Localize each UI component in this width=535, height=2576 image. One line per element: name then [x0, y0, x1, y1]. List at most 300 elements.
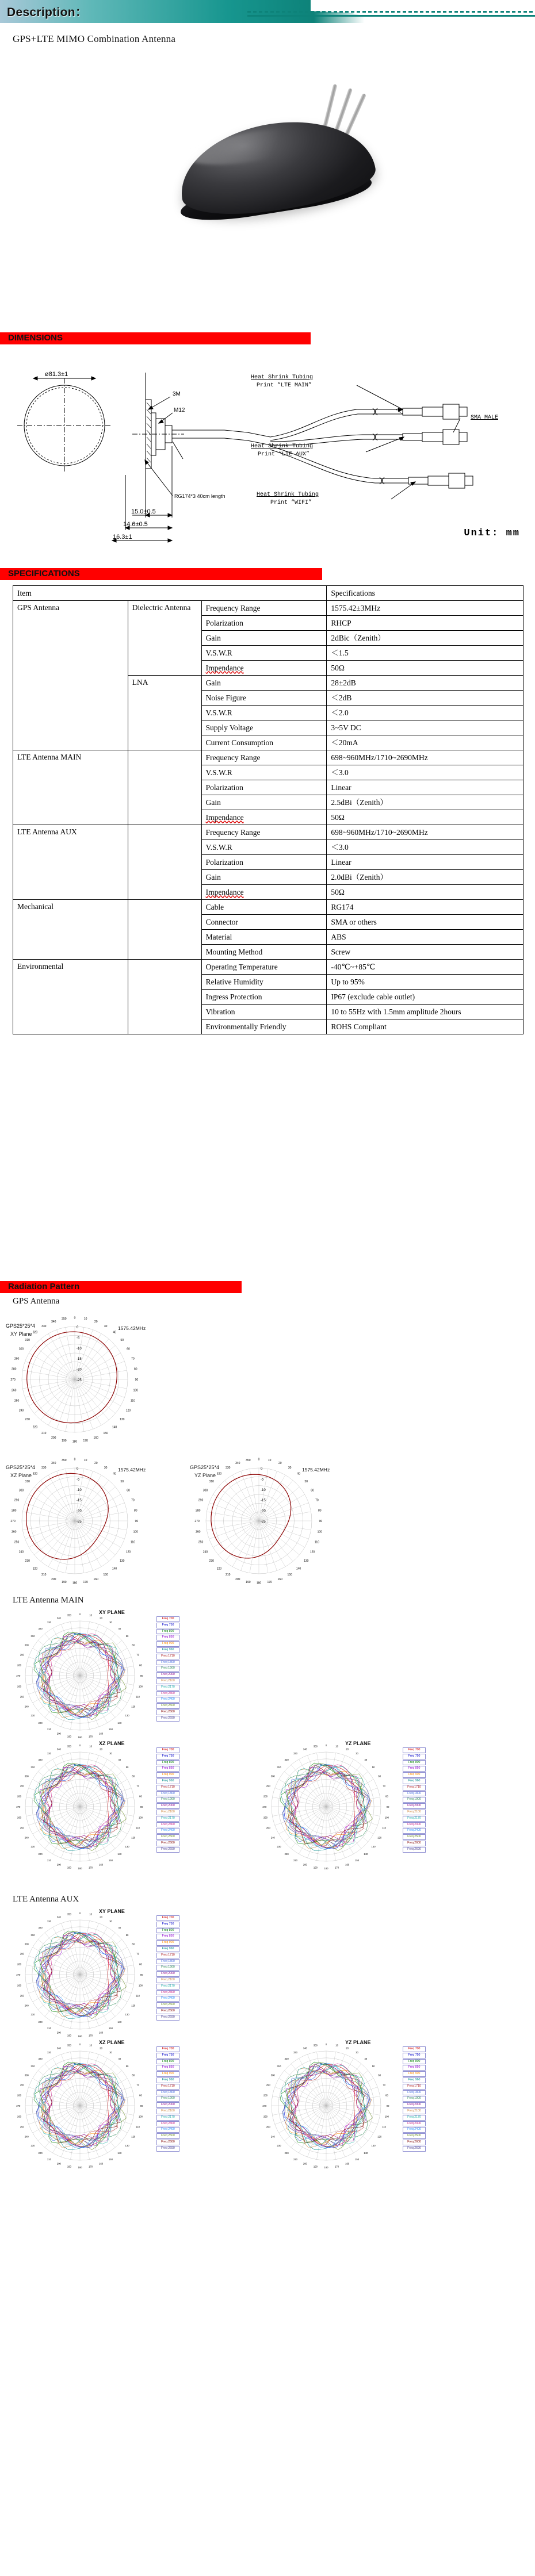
- polar-angle-label: 110: [136, 1826, 140, 1830]
- spec-parameter: Frequency Range: [201, 825, 327, 840]
- polar-angle-label: 120: [125, 1409, 131, 1413]
- lte-plane-title: XY PLANE: [99, 1609, 125, 1615]
- polar-angle-label: 80: [139, 2094, 142, 2097]
- lte-legend-item: Freq 1710: [403, 2084, 426, 2090]
- polar-angle-label: 160: [93, 1436, 98, 1440]
- spec-parameter: Cable: [201, 900, 327, 915]
- polar-angle-label: 130: [125, 2012, 129, 2016]
- polar-angle-label: 80: [318, 1509, 322, 1513]
- dim-146-text: 14.6±0.5: [123, 521, 148, 528]
- polar-angle-label: 100: [138, 1984, 143, 1987]
- polar-angle-label: 50: [125, 1635, 129, 1638]
- spec-value: 28±2dB: [327, 676, 523, 691]
- polar-angle-label: 90: [140, 2104, 143, 2107]
- polar-angle-label: 220: [32, 1425, 38, 1429]
- polar-angle-label: 210: [47, 2157, 51, 2161]
- spec-value: 50Ω: [327, 661, 523, 676]
- dim-163-text: 16.3±1: [113, 534, 132, 540]
- polar-angle-label: 240: [270, 2135, 275, 2138]
- polar-angle-label: 160: [345, 1863, 350, 1866]
- polar-angle-label: 10: [83, 1459, 87, 1463]
- lte-plane-title: XZ PLANE: [99, 2040, 125, 2045]
- polar-angle-label: 190: [67, 1735, 71, 1738]
- lte-legend-item: Freq 2300: [156, 1990, 179, 1996]
- polar-angle-label: 350: [67, 2044, 71, 2047]
- polar-angle-label: 130: [371, 2144, 376, 2147]
- polar-angle-label: 220: [38, 2152, 43, 2155]
- polar-angle-label: 90: [386, 2104, 389, 2107]
- lte-legend-item: Freq 700: [403, 2046, 426, 2052]
- lte-legend-item: Freq 2000: [156, 1672, 179, 1678]
- polar-angle-label: 150: [103, 1432, 108, 1436]
- polar-angle-label: 130: [125, 1713, 129, 1717]
- polar-angle-label: 100: [133, 1530, 138, 1534]
- polar-angle-label: 10: [89, 1912, 92, 1916]
- polar-angle-label: 10: [83, 1317, 87, 1321]
- polar-angle-label: 320: [38, 1758, 43, 1761]
- lte-polar-plot: [13, 1739, 147, 1877]
- lte-legend-item: Freq 960: [156, 1946, 179, 1952]
- spec-subgroup-name: [128, 960, 201, 1034]
- polar-angle-label: 170: [89, 1866, 93, 1869]
- lte-legend-item: Freq 2500: [156, 2002, 179, 2008]
- lte-legend-item: Freq 960: [156, 2077, 179, 2083]
- spec-value: SMA or others: [327, 915, 523, 930]
- lte-legend-item: Freq 2690: [156, 1847, 179, 1853]
- polar-angle-label: 230: [30, 2144, 35, 2147]
- polar-angle-label: 40: [118, 1758, 121, 1761]
- heat-aux-line2: Print “LTE AUX”: [258, 451, 310, 458]
- polar-angle-label: 10: [268, 1459, 272, 1463]
- polar-plot: [13, 1739, 147, 1874]
- polar-angle-label: 340: [56, 1616, 61, 1620]
- polar-angle-label: 20: [100, 1915, 102, 1919]
- spec-subgroup-name: [128, 750, 201, 825]
- polar-radial-label: -5: [77, 1336, 80, 1340]
- polar-angle-label: 150: [355, 2157, 360, 2161]
- polar-angle-label: 140: [112, 1425, 117, 1429]
- specifications-table-wrap: [13, 585, 523, 1034]
- polar-angle-label: 80: [133, 1509, 137, 1513]
- lte-legend-item: Freq 2600: [156, 2140, 179, 2145]
- lte-legend-item: Freq 900: [156, 1641, 179, 1647]
- spec-parameter: Environmentally Friendly: [201, 1019, 327, 1034]
- header-solid-rule: [247, 15, 535, 17]
- spec-value: RHCP: [327, 616, 523, 631]
- polar-angle-label: 0: [79, 1743, 81, 1747]
- gps-antenna-heading: GPS Antenna: [13, 1297, 60, 1306]
- polar-plot: [13, 1907, 147, 2042]
- polar-angle-label: 120: [131, 1705, 136, 1708]
- polar-angle-label: 330: [41, 1466, 47, 1470]
- polar-angle-label: 270: [16, 1805, 21, 1808]
- polar-angle-label: 310: [277, 2065, 281, 2068]
- polar-angle-label: 70: [383, 1784, 385, 1788]
- polar-angle-label: 120: [377, 1836, 382, 1839]
- polar-radial-label: -15: [261, 1499, 266, 1503]
- dim-cable-note: RG174*3 40cm length: [174, 493, 226, 499]
- spec-value: Screw: [327, 945, 523, 960]
- spec-parameter: Gain: [201, 795, 327, 810]
- polar-angle-label: 330: [47, 2051, 51, 2054]
- lte-legend-item: Freq 1900: [156, 2096, 179, 2102]
- radiation-banner-label: Radiation Pattern: [8, 1282, 80, 1291]
- heat-aux-line1: Heat Shrink Tubing: [251, 443, 314, 450]
- polar-angle-label: 170: [83, 1439, 88, 1443]
- dimensions-svg: [0, 345, 535, 558]
- lte-legend-item: Freq 1800: [156, 1959, 179, 1965]
- polar-angle-label: 30: [104, 1324, 108, 1328]
- lte-legend-item: Freq 2600: [156, 2008, 179, 2014]
- lte-legend-item: Freq 2300: [403, 2121, 426, 2127]
- polar-angle-label: 160: [277, 1577, 282, 1581]
- gps-plot-frequency: 1575.42MHz: [118, 1325, 146, 1331]
- polar-angle-label: 50: [372, 1766, 375, 1769]
- polar-angle-label: 40: [113, 1331, 116, 1335]
- polar-angle-label: 290: [20, 1952, 24, 1956]
- polar-angle-label: 140: [117, 2152, 122, 2155]
- spec-value: 2.5dBi（Zenith）: [327, 795, 523, 810]
- polar-radial-label: 0: [261, 1467, 263, 1471]
- polar-angle-label: 310: [30, 1934, 35, 1937]
- spec-parameter: Gain: [201, 676, 327, 691]
- polar-angle-label: 210: [47, 1858, 51, 1862]
- polar-angle-label: 110: [136, 1695, 140, 1699]
- table-row: [13, 750, 523, 765]
- polar-angle-label: 70: [136, 1653, 139, 1657]
- polar-angle-label: 20: [100, 1616, 102, 1620]
- polar-angle-label: 300: [18, 1489, 24, 1493]
- polar-angle-label: 170: [89, 2165, 93, 2168]
- polar-radial-label: -10: [261, 1488, 266, 1492]
- spec-value: 698~960MHz/1710~2690MHz: [327, 825, 523, 840]
- lte-legend-item: Freq 2500: [156, 2133, 179, 2139]
- spec-parameter: Gain: [201, 631, 327, 646]
- polar-angle-label: 160: [99, 2162, 104, 2165]
- spec-parameter: V.S.W.R: [201, 840, 327, 855]
- polar-angle-label: 220: [38, 2021, 43, 2024]
- polar-angle-label: 280: [263, 1795, 268, 1798]
- lte-legend-item: Freq 2400: [403, 1828, 426, 1834]
- gps-plot-plane: YZ Plane: [194, 1473, 216, 1478]
- polar-angle-label: 80: [139, 1795, 142, 1798]
- polar-angle-label: 200: [56, 2162, 61, 2165]
- spec-value: ＜3.0: [327, 765, 523, 780]
- polar-radial-label: -25: [77, 1379, 82, 1382]
- polar-angle-label: 20: [100, 1747, 102, 1751]
- polar-angle-label: 180: [324, 1867, 328, 1870]
- lte-legend-item: Freq 700: [156, 2046, 179, 2052]
- spec-value: Linear: [327, 855, 523, 870]
- polar-angle-label: 130: [125, 1845, 129, 1848]
- polar-angle-label: 70: [131, 1357, 135, 1361]
- lte-legend-item: Freq 2400: [156, 1828, 179, 1834]
- polar-angle-label: 20: [94, 1462, 98, 1466]
- heat-main-line2: Print “LTE MAIN”: [257, 382, 312, 389]
- polar-angle-label: 60: [132, 2073, 135, 2077]
- lte-legend-item: Freq 700: [403, 1747, 426, 1753]
- lte-legend-item: Freq 1800: [403, 1791, 426, 1797]
- polar-angle-label: 140: [364, 2152, 368, 2155]
- polar-angle-label: 240: [18, 1409, 24, 1413]
- lte-legend-item: Freq 2100: [403, 2109, 426, 2114]
- spec-value: 1575.42±3MHz: [327, 601, 523, 616]
- table-row: [13, 900, 523, 915]
- polar-angle-label: 0: [79, 1911, 81, 1915]
- polar-angle-label: 110: [130, 1540, 135, 1544]
- polar-angle-label: 10: [89, 1613, 92, 1617]
- dimensions-banner: [0, 332, 311, 344]
- polar-angle-label: 30: [356, 1752, 358, 1755]
- polar-angle-label: 170: [335, 2165, 339, 2168]
- polar-angle-label: 190: [67, 2165, 71, 2168]
- lte-legend-item: Freq 1900: [156, 1797, 179, 1803]
- polar-angle-label: 340: [51, 1320, 56, 1324]
- lte-legend-item: Freq 750: [156, 1623, 179, 1628]
- lte-legend-item: Freq 2300: [156, 1822, 179, 1828]
- polar-angle-label: 210: [47, 2026, 51, 2030]
- polar-angle-label: 180: [78, 2166, 82, 2169]
- polar-angle-label: 220: [38, 1722, 43, 1725]
- lte-legend-item: Freq 1800: [156, 2090, 179, 2096]
- polar-angle-label: 300: [270, 2073, 275, 2077]
- polar-angle-label: 160: [99, 1863, 104, 1866]
- polar-angle-label: 340: [303, 2046, 307, 2050]
- polar-angle-label: 290: [20, 2083, 24, 2087]
- lte-plane-title: XZ PLANE: [99, 1741, 125, 1746]
- polar-angle-label: 280: [17, 2094, 22, 2097]
- polar-angle-label: 290: [14, 1498, 20, 1502]
- lte-legend-item: Freq 2300: [156, 1691, 179, 1697]
- spec-value: Up to 95%: [327, 975, 523, 990]
- polar-angle-label: 180: [78, 2035, 82, 2038]
- polar-angle-label: 210: [293, 1858, 297, 1862]
- polar-angle-label: 160: [93, 1577, 98, 1581]
- lte-legend-item: Freq 800: [156, 1928, 179, 1934]
- polar-angle-label: 330: [41, 1324, 47, 1328]
- polar-angle-label: 40: [364, 1758, 368, 1761]
- spec-group-name: LTE Antenna MAIN: [13, 750, 128, 825]
- polar-angle-label: 320: [216, 1472, 222, 1476]
- lte-legend-item: Freq 2100: [403, 1810, 426, 1815]
- polar-angle-label: 90: [140, 1674, 143, 1677]
- polar-angle-label: 170: [89, 2034, 93, 2037]
- polar-angle-label: 70: [131, 1498, 135, 1502]
- polar-radial-label: -10: [77, 1488, 82, 1492]
- dimensions-banner-label: DIMENSIONS: [8, 333, 63, 343]
- lte-legend-item: Freq 2400: [156, 2127, 179, 2133]
- polar-angle-label: 40: [297, 1472, 300, 1476]
- polar-angle-label: 210: [41, 1573, 47, 1577]
- polar-angle-label: 260: [263, 1816, 268, 1819]
- polar-radial-label: -5: [261, 1478, 264, 1482]
- lte-legend-item: Freq 850: [403, 2065, 426, 2071]
- polar-angle-label: 30: [109, 1752, 112, 1755]
- polar-angle-label: 50: [304, 1479, 308, 1483]
- polar-angle-label: 250: [20, 1695, 24, 1699]
- polar-angle-label: 280: [12, 1367, 17, 1371]
- lte-legend-item: Freq 2400: [156, 1697, 179, 1703]
- polar-plot: [259, 2038, 393, 2173]
- polar-angle-label: 200: [51, 1577, 56, 1581]
- spec-value: 2.0dBi（Zenith）: [327, 870, 523, 885]
- polar-angle-label: 320: [32, 1331, 38, 1335]
- lte-legend-item: Freq 850: [156, 2065, 179, 2071]
- polar-angle-label: 250: [20, 2125, 24, 2129]
- lte-legend-item: Freq 1900: [156, 1666, 179, 1672]
- polar-angle-label: 280: [196, 1509, 201, 1513]
- polar-angle-label: 330: [293, 2051, 297, 2054]
- gps-plot-model: GPS25*25*4: [6, 1323, 36, 1329]
- polar-angle-label: 330: [47, 1920, 51, 1923]
- dimensions-drawing: [0, 345, 535, 558]
- lte-legend-item: Freq 2100: [156, 1810, 179, 1815]
- lte-legend-item: Freq 2170: [403, 2115, 426, 2121]
- gps-plot-plane: XY Plane: [10, 1331, 32, 1337]
- lte-legend-item: Freq 850: [156, 1934, 179, 1939]
- lte-legend-item: Freq 1710: [156, 1654, 179, 1659]
- polar-angle-label: 100: [138, 1816, 143, 1819]
- polar-angle-label: 100: [133, 1389, 138, 1393]
- spec-parameter: Polarization: [201, 855, 327, 870]
- polar-angle-label: 320: [32, 1472, 38, 1476]
- lte-legend-item: Freq 2000: [403, 2102, 426, 2108]
- lte-legend-item: Freq 2000: [156, 1803, 179, 1809]
- polar-angle-label: 310: [209, 1479, 214, 1483]
- gps-plot-plane: XZ Plane: [10, 1473, 32, 1478]
- polar-angle-label: 300: [202, 1489, 208, 1493]
- polar-angle-label: 260: [17, 1816, 22, 1819]
- polar-angle-label: 10: [335, 2044, 338, 2047]
- lte-legend-item: Freq 1800: [156, 1660, 179, 1666]
- polar-angle-label: 320: [38, 1926, 43, 1929]
- spec-group-name: Mechanical: [13, 900, 128, 960]
- polar-angle-label: 110: [314, 1540, 319, 1544]
- polar-angle-label: 340: [235, 1462, 240, 1466]
- polar-angle-label: 240: [24, 2004, 29, 2007]
- polar-angle-label: 300: [24, 1643, 29, 1647]
- polar-radial-label: -15: [77, 1358, 82, 1362]
- polar-angle-label: 30: [288, 1466, 292, 1470]
- lte-legend: [403, 1747, 426, 1853]
- polar-angle-label: 300: [270, 1774, 275, 1778]
- polar-angle-label: 200: [56, 1863, 61, 1866]
- spec-value: ＜2.0: [327, 706, 523, 720]
- polar-angle-label: 140: [112, 1567, 117, 1571]
- spec-value: ＜20mA: [327, 735, 523, 750]
- polar-angle-label: 0: [74, 1316, 76, 1320]
- polar-angle-label: 340: [56, 1915, 61, 1919]
- lte-legend-item: Freq 1900: [403, 1797, 426, 1803]
- polar-angle-label: 280: [263, 2094, 268, 2097]
- spec-value: ＜1.5: [327, 646, 523, 661]
- spec-group-name: GPS Antenna: [13, 601, 128, 750]
- polar-angle-label: 110: [382, 2125, 386, 2129]
- polar-angle-label: 80: [139, 1962, 142, 1966]
- polar-angle-label: 100: [317, 1530, 322, 1534]
- lte-polar-plot: [13, 1907, 147, 2045]
- polar-radial-label: -5: [77, 1478, 80, 1482]
- polar-angle-label: 50: [125, 1934, 129, 1937]
- polar-angle-label: 230: [30, 2012, 35, 2016]
- lte-plane-title: YZ PLANE: [345, 2040, 371, 2045]
- lte-legend-item: Freq 2170: [403, 1816, 426, 1822]
- polar-angle-label: 280: [17, 1962, 22, 1966]
- polar-angle-label: 80: [385, 2094, 388, 2097]
- spec-parameter: V.S.W.R: [201, 706, 327, 720]
- polar-angle-label: 10: [89, 1745, 92, 1748]
- polar-angle-label: 220: [216, 1567, 222, 1571]
- polar-angle-label: 50: [125, 2065, 129, 2068]
- lte-legend-item: Freq 800: [156, 2059, 179, 2065]
- page-title: GPS+LTE MIMO Combination Antenna: [13, 33, 176, 44]
- polar-angle-label: 190: [62, 1439, 67, 1443]
- polar-angle-label: 290: [14, 1357, 20, 1361]
- lte-legend-item: Freq 1710: [403, 1785, 426, 1791]
- heat-main-line1: Heat Shrink Tubing: [251, 374, 314, 381]
- lte-legend-item: Freq 1800: [403, 2090, 426, 2096]
- lte-polar-plot: [259, 2038, 393, 2176]
- polar-angle-label: 80: [133, 1367, 137, 1371]
- polar-angle-label: 60: [132, 1774, 135, 1778]
- spec-parameter: V.S.W.R: [201, 646, 327, 661]
- polar-angle-label: 150: [287, 1573, 292, 1577]
- gps-plot-model: GPS25*25*4: [190, 1465, 220, 1470]
- polar-angle-label: 290: [20, 1653, 24, 1657]
- lte-legend: [156, 1616, 179, 1722]
- gps-plot-model: GPS25*25*4: [6, 1465, 36, 1470]
- polar-angle-label: 10: [89, 2044, 92, 2047]
- lte-legend-item: Freq 2500: [403, 1834, 426, 1840]
- lte-legend-item: Freq 2600: [403, 1841, 426, 1846]
- polar-angle-label: 350: [246, 1459, 251, 1463]
- radiation-banner: [0, 1281, 242, 1293]
- polar-angle-label: 110: [382, 1826, 386, 1830]
- polar-angle-label: 60: [127, 1489, 130, 1493]
- polar-angle-label: 250: [266, 1826, 270, 1830]
- polar-angle-label: 50: [120, 1338, 124, 1342]
- polar-angle-label: 170: [83, 1580, 88, 1584]
- polar-angle-label: 0: [325, 1743, 327, 1747]
- spec-value: 50Ω: [327, 885, 523, 900]
- lte-legend-item: Freq 2100: [156, 2109, 179, 2114]
- specifications-banner-label: SPECIFICATIONS: [8, 569, 80, 578]
- polar-angle-label: 310: [30, 1766, 35, 1769]
- polar-angle-label: 50: [120, 1479, 124, 1483]
- lte-legend-item: Freq 2000: [403, 1803, 426, 1809]
- polar-angle-label: 210: [226, 1573, 231, 1577]
- lte-legend-item: Freq 850: [156, 1635, 179, 1640]
- lte-legend-item: Freq 2600: [156, 1841, 179, 1846]
- polar-angle-label: 230: [209, 1559, 214, 1563]
- polar-angle-label: 20: [100, 2046, 102, 2050]
- polar-angle-label: 270: [16, 1674, 21, 1677]
- polar-angle-label: 190: [67, 1866, 71, 1869]
- description-banner-label: Description：: [7, 6, 88, 19]
- polar-angle-label: 350: [67, 1912, 71, 1916]
- polar-angle-label: 230: [30, 1713, 35, 1717]
- lte-legend-item: Freq 800: [156, 1760, 179, 1766]
- polar-angle-label: 300: [24, 1774, 29, 1778]
- polar-angle-label: 40: [118, 1627, 121, 1630]
- polar-angle-label: 250: [198, 1540, 204, 1544]
- polar-angle-label: 70: [136, 2083, 139, 2087]
- polar-angle-label: 240: [24, 1836, 29, 1839]
- lte-legend-item: Freq 900: [156, 1940, 179, 1946]
- spec-subgroup-name: [128, 825, 201, 900]
- table-row: [13, 825, 523, 840]
- lte-polar-plot: [13, 2038, 147, 2176]
